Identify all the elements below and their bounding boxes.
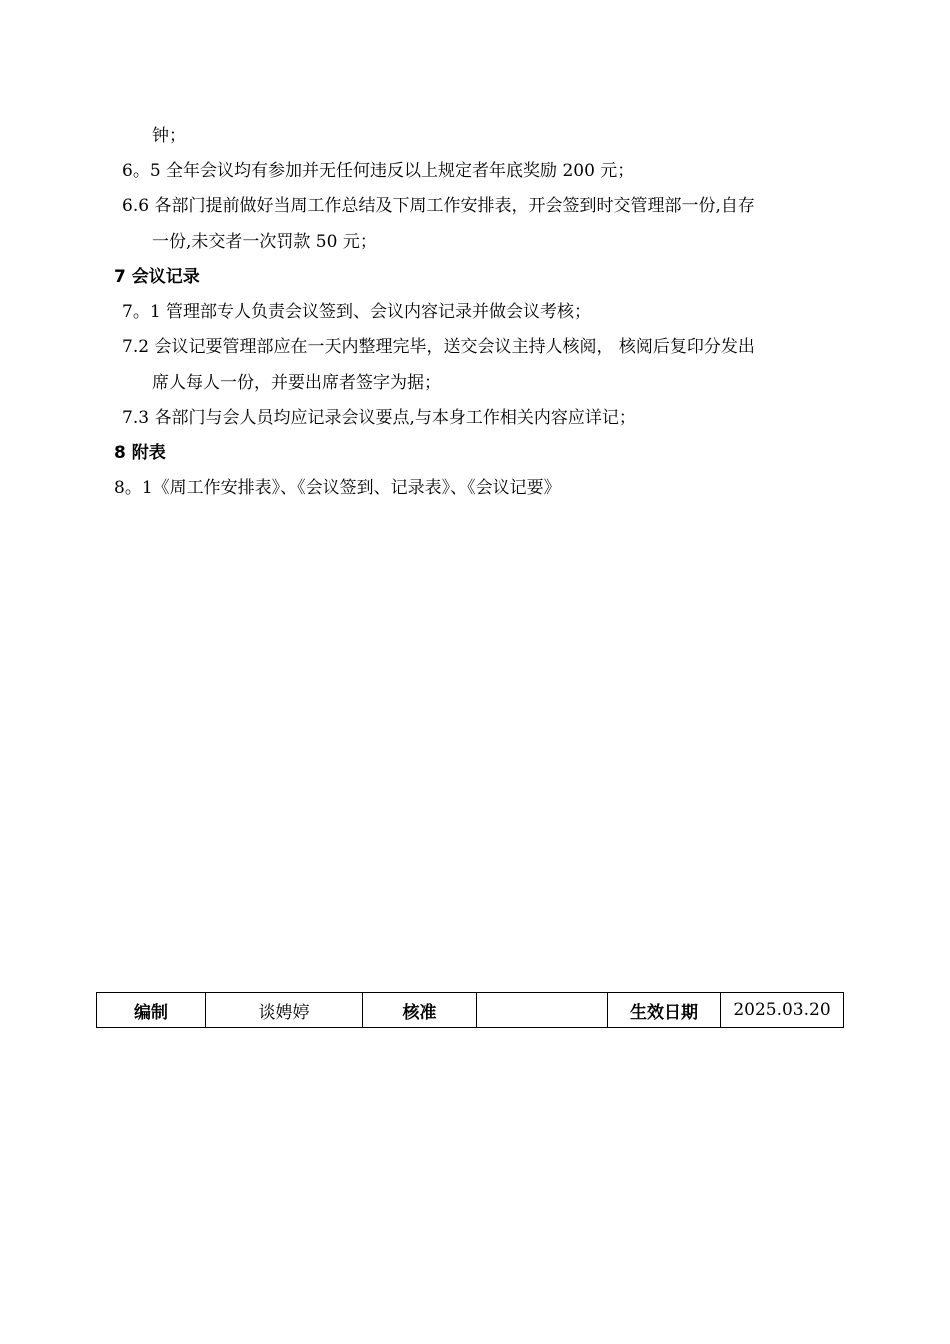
signoff-table <box>96 992 844 1028</box>
clause-6-5: 6。5 全年会议均有参加并无任何违反以上规定者年底奖励 200 元； <box>122 161 635 181</box>
section-7-heading: 7 会议记录 <box>114 267 200 287</box>
clause-6-6-line-1: 6.6 各部门提前做好当周工作总结及下周工作安排表，开会签到时交管理部一份,自存 <box>122 196 755 216</box>
clause-7-2-line-1: 7.2 会议记要管理部应在一天内整理完毕，送交会议主持人核阅， 核阅后复印分发出 <box>122 337 755 357</box>
prepared-by-value: 谈娉婷 <box>206 993 363 1028</box>
approved-by-value <box>477 993 608 1028</box>
prepared-by-label: 编制 <box>97 993 206 1028</box>
effective-date-value: 2025.03.20 <box>721 993 844 1028</box>
clause-6-4-continuation: 钟； <box>152 126 186 146</box>
approved-by-label: 核准 <box>363 993 477 1028</box>
clause-7-3: 7.3 各部门与会人员均应记录会议要点,与本身工作相关内容应详记； <box>122 408 636 428</box>
effective-date-label: 生效日期 <box>608 993 721 1028</box>
signoff-row <box>97 993 844 1028</box>
clause-6-6-line-2: 一份,未交者一次罚款 50 元； <box>152 232 377 252</box>
clause-7-2-line-2: 席人每人一份，并要出席者签字为据； <box>152 373 441 393</box>
clause-8-1: 8。1《周工作安排表》、《会议签到、记录表》、《会议记要》 <box>114 478 561 498</box>
section-8-heading: 8 附表 <box>114 443 166 463</box>
clause-7-1: 7。1 管理部专人负责会议签到、会议内容记录并做会议考核； <box>122 302 592 322</box>
